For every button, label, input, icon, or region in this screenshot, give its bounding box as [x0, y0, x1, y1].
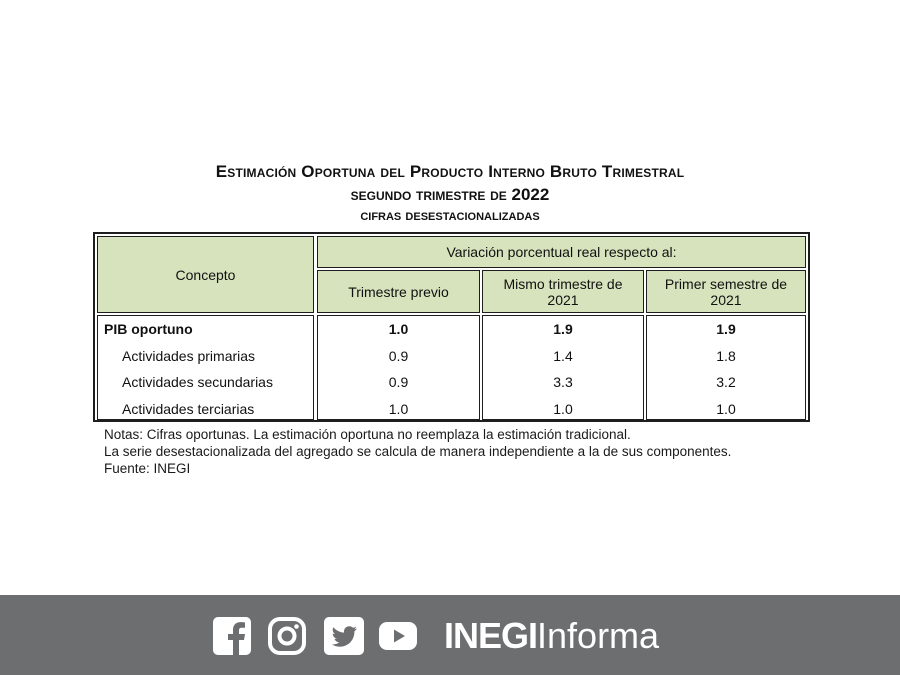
- youtube-icon[interactable]: [379, 617, 417, 655]
- value-cell: 1.0: [553, 401, 573, 417]
- report-title: [0, 160, 900, 226]
- col-header-primer-semestre: Primer semestre de 2021: [646, 270, 806, 313]
- twitter-icon[interactable]: [324, 617, 364, 655]
- value-cell: 3.3: [553, 374, 573, 390]
- notes: [104, 426, 731, 477]
- brand-inegi: INEGI: [444, 615, 538, 656]
- value-cell: 1.4: [553, 348, 573, 364]
- value-cell: 1.9: [716, 321, 736, 337]
- value-cell: 3.2: [716, 374, 736, 390]
- value-cell: 0.9: [388, 374, 409, 390]
- instagram-icon[interactable]: [268, 617, 306, 655]
- inegi-informa-logo: [444, 612, 659, 660]
- concept-header: Concepto: [97, 236, 314, 313]
- mismo-trimestre-column: [482, 315, 644, 420]
- col-header-trimestre-previo: Trimestre previo: [317, 270, 480, 313]
- row-label-terciarias: Actividades terciarias: [122, 401, 255, 417]
- group-header: Variación porcentual real respecto al:: [317, 236, 806, 268]
- row-label-secundarias: Actividades secundarias: [122, 374, 273, 390]
- facebook-icon[interactable]: [213, 617, 251, 655]
- gdp-table: [93, 232, 810, 422]
- col-header-mismo-trimestre: Mismo trimestre de 2021: [482, 270, 644, 313]
- row-label-primarias: Actividades primarias: [122, 348, 256, 364]
- primer-semestre-column: [646, 315, 806, 420]
- trimestre-previo-column: [317, 315, 480, 420]
- value-cell: 1.8: [716, 348, 736, 364]
- note-line-2: La serie desestacionalizada del agregado se calcula de manera independiente a la de sus componentes.: [104, 444, 732, 459]
- source-line: Fuente: INEGI: [104, 461, 191, 476]
- title-line-3: cifras desestacionalizadas: [360, 207, 540, 224]
- title-line-1: Estimación Oportuna del Producto Interno Bruto Trimestral: [215, 162, 685, 181]
- value-cell: 1.0: [388, 401, 409, 417]
- value-cell: 1.0: [388, 321, 409, 337]
- value-cell: 0.9: [388, 348, 409, 364]
- note-line-1: Notas: Cifras oportunas. La estimación oportuna no reemplaza la estimación tradicional.: [104, 427, 631, 442]
- title-line-2: segundo trimestre de 2022: [350, 185, 550, 204]
- value-cell: 1.9: [553, 321, 573, 337]
- brand-informa: Informa: [537, 615, 660, 656]
- row-label-pib: PIB oportuno: [104, 321, 193, 337]
- concept-column: [97, 315, 314, 420]
- value-cell: 1.0: [716, 401, 736, 417]
